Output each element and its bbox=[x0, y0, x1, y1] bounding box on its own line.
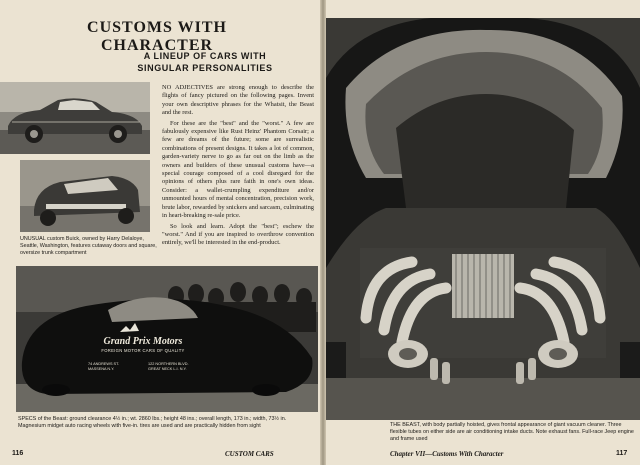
buick-rear-photo bbox=[20, 160, 150, 232]
right-page-number: 117 bbox=[616, 450, 628, 457]
left-page-number: 116 bbox=[12, 450, 24, 457]
left-footer: CUSTOM CARS bbox=[225, 450, 274, 458]
right-footer: Chapter VII—Customs With Character bbox=[390, 450, 504, 458]
right-page bbox=[326, 0, 640, 465]
buick-side-photo bbox=[0, 82, 150, 154]
car-sign-tagline: FOREIGN MOTOR CARS OF QUALITY bbox=[101, 348, 185, 353]
body-paragraph-3: So look and learn. Adopt the "best"; eschew the "worst." And if you are inspired to overthrow convention entirely, we'll be interested in the end-product. bbox=[162, 222, 314, 247]
body-paragraph-2: For these are the "best" and the "worst." A few are fabulously expensive like Rust Heinz' Phantom Corsair; a few are dreams of the future; some are surrealistic combinations of present designs. It takes a lot of common, garden-variety nerve to go as far out on the limb as the owners and builders of these unusual customs have—a special courage composed of a cool disregard for the opinions of others plus rare faith in one's own ideas. Consider: a wallet-crumpling expenditure and/or unmounted hours of mental concentration, precision work, brute labor, rewarded by snickers and sarcasm, culminating in heart-breaking re-sale price. bbox=[162, 119, 314, 220]
body-paragraph-1: NO ADJECTIVES are strong enough to describe the flights of fancy pictured on the following pages. Invent your own descriptive phrases for the Whatsit, the Beast and the rest. bbox=[162, 84, 314, 117]
beast-front-photo bbox=[326, 18, 640, 420]
car-sign-brand: Grand Prix Motors bbox=[103, 336, 183, 347]
car-sign-address-right: 122 NORTHERN BLVD. GREAT NECK L.I. N.Y. bbox=[148, 362, 189, 371]
article-body bbox=[162, 84, 314, 250]
beast-caption: THE BEAST, with body partially hoisted, gives frontal appearance of giant vacuum cleaner. Three flexible tubes on either side are air conditioning intake ducts. Note exhaust fans. Full-race Jeep engine and frame used bbox=[390, 422, 634, 442]
beast-specs-caption: SPECS of the Beast: ground clearance 4½ in.; wt. 2860 lbs.; height 48 ins.; overall length, 173 in.; width, 73½ in. Magnesium midget auto racing wheels with five-in. tires are used and are practically hidden from sight bbox=[18, 416, 287, 429]
buick-caption: UNUSUAL custom Buick, owned by Harry Delaloye, Seattle, Washington, features cutaway doors and square, oversize trunk compartment bbox=[20, 236, 157, 256]
car-sign bbox=[84, 336, 202, 353]
car-sign-address-left: 74 ANDREWS ST. MASSENA N.Y. bbox=[88, 362, 120, 371]
article-subtitle: A LINEUP OF CARS WITH SINGULAR PERSONALITIES bbox=[137, 51, 273, 73]
article-title: CUSTOMS WITH CHARACTER bbox=[87, 19, 227, 54]
